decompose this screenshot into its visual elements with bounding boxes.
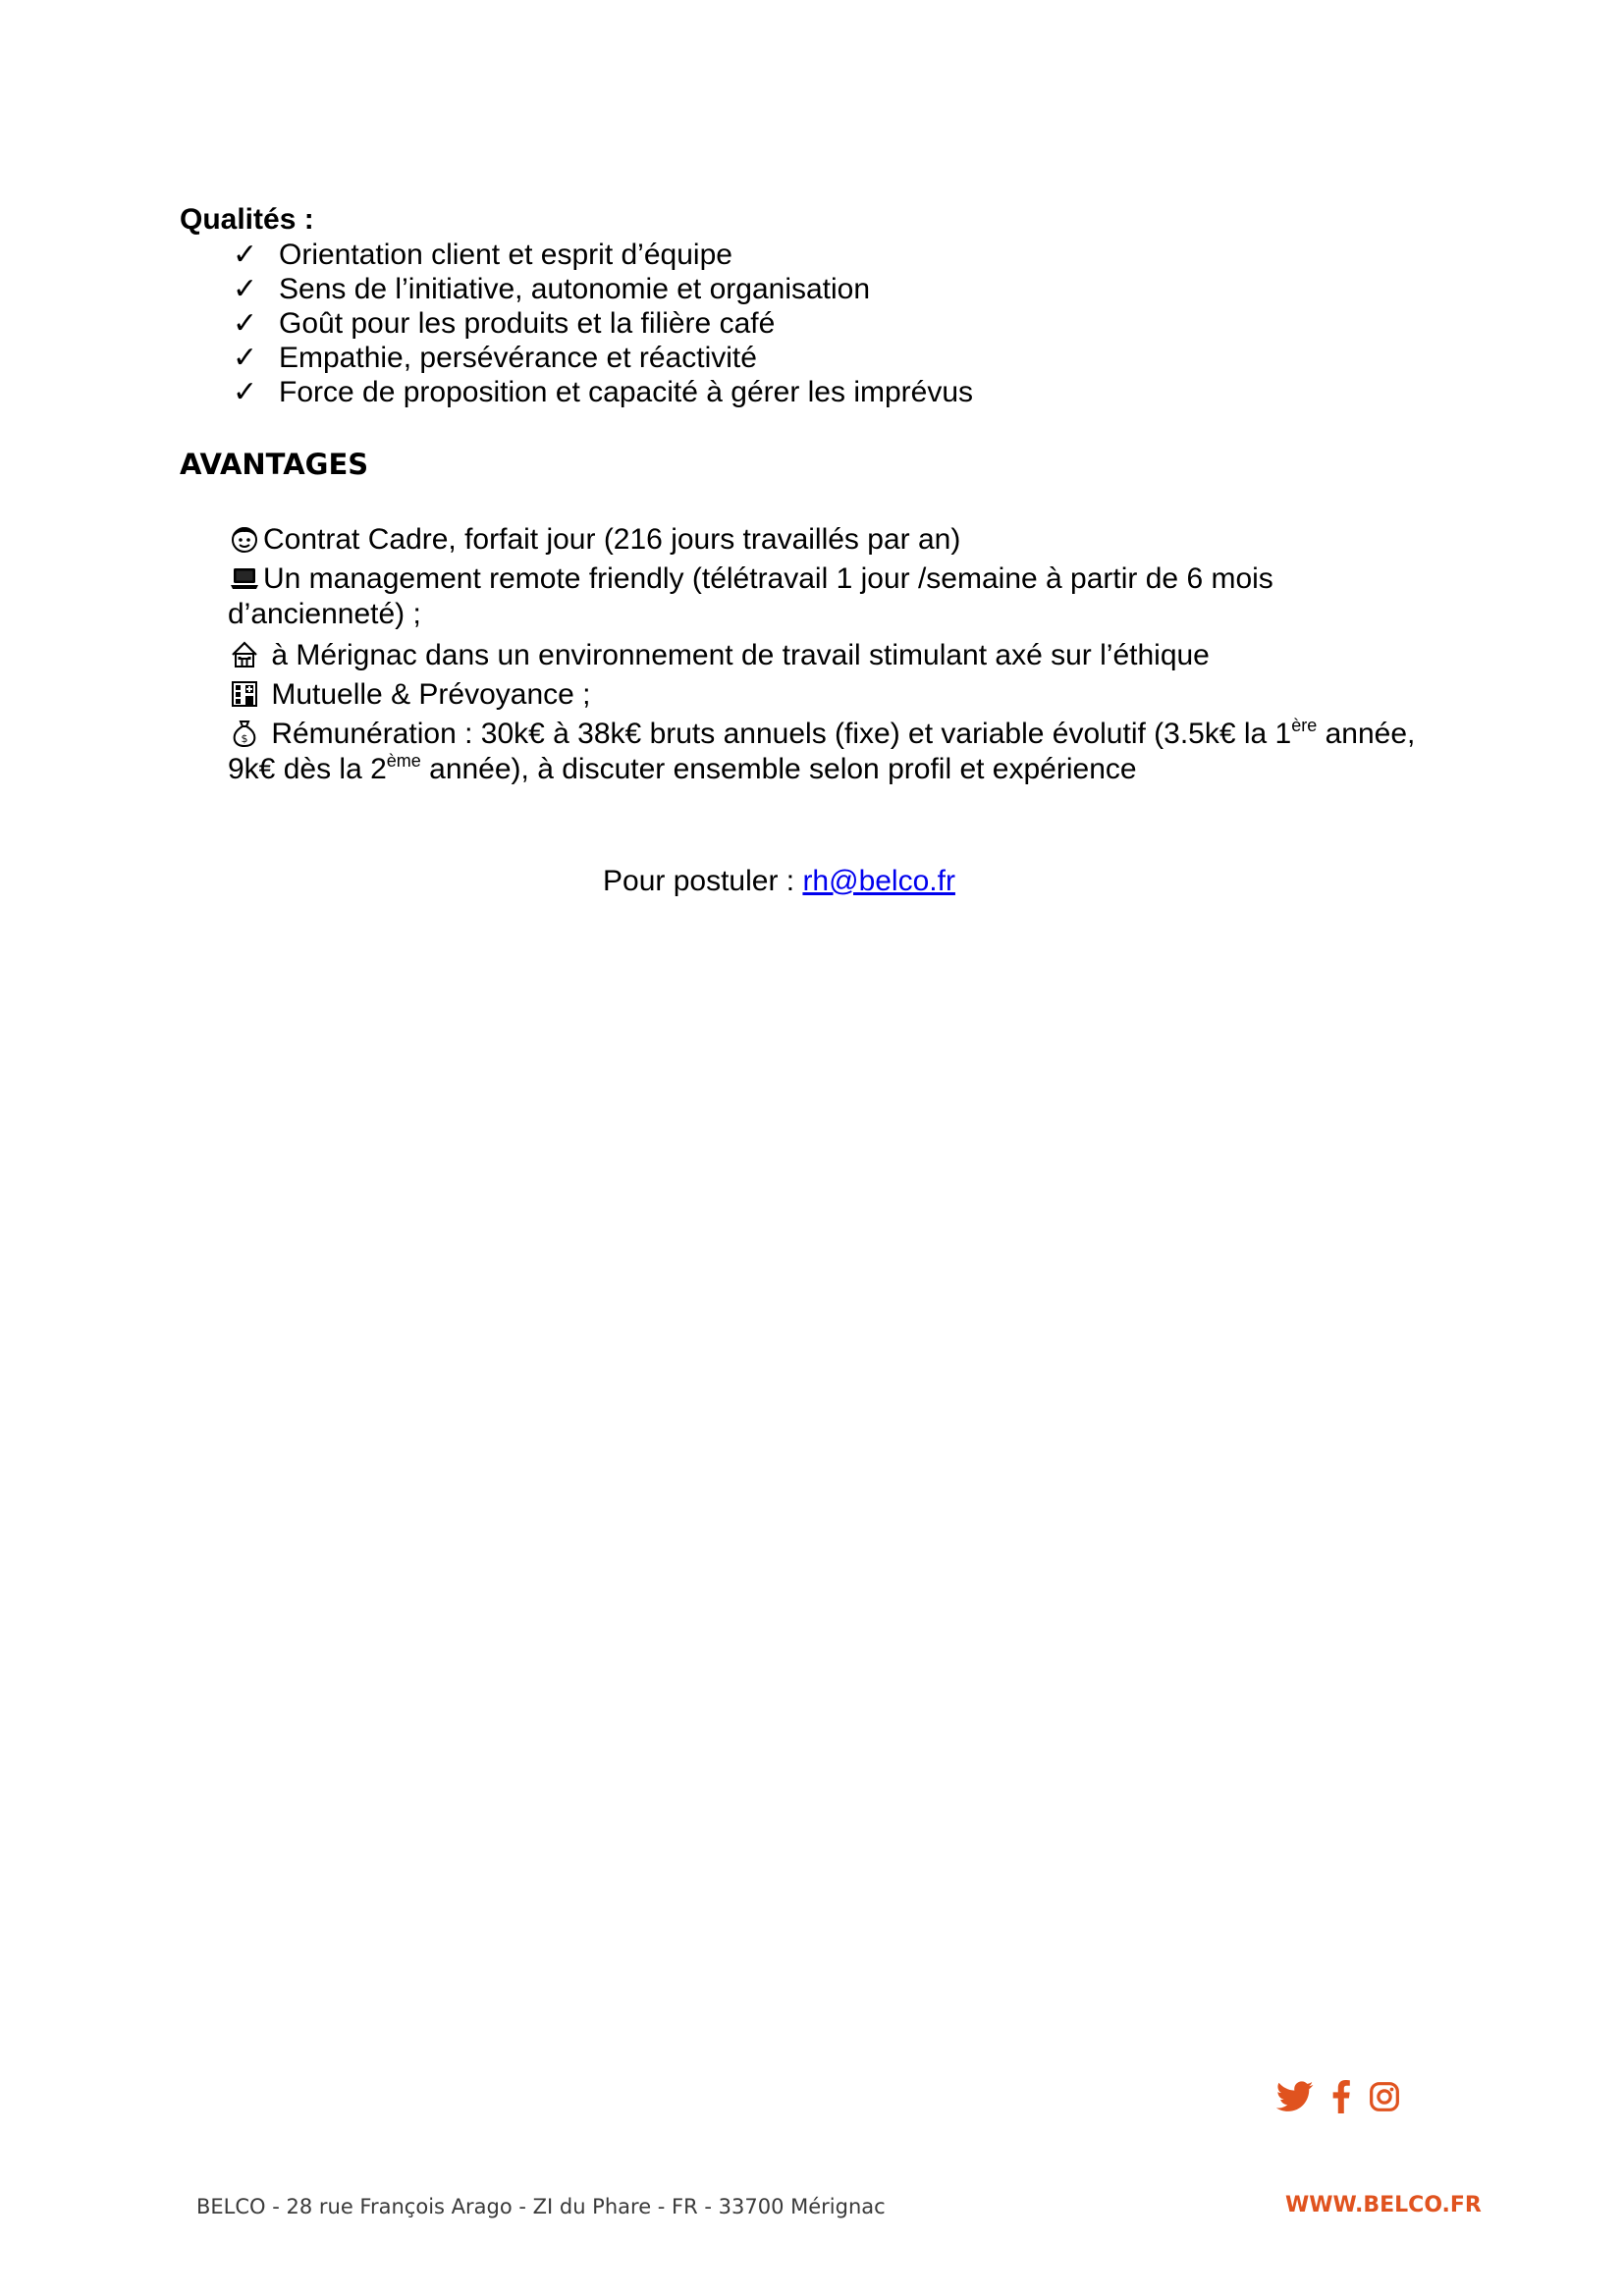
facebook-icon[interactable] [1331, 2080, 1351, 2113]
twitter-icon[interactable] [1276, 2080, 1314, 2113]
qualite-text: Empathie, persévérance et réactivité [279, 342, 757, 374]
superscript: ère [1291, 716, 1318, 735]
svg-text:$: $ [241, 732, 248, 745]
qualite-item [233, 306, 775, 342]
qualite-item [233, 272, 870, 307]
avantages-heading: AVANTAGES [180, 448, 369, 481]
checkmark-icon: ✓ [233, 342, 258, 374]
hospital-icon [230, 679, 259, 709]
qualite-item [233, 375, 973, 410]
qualite-text: Orientation client et esprit d’équipe [279, 239, 732, 271]
avantage-item-remote [230, 561, 1273, 597]
checkmark-icon: ✓ [233, 307, 258, 340]
footer-address: BELCO - 28 rue François Arago - ZI du Phare - FR - 33700 Mérignac [196, 2195, 886, 2218]
avantage-text: à Mérignac dans un environnement de travail stimulant axé sur l’éthique [263, 639, 1210, 671]
avantage-item-location [230, 638, 1210, 673]
money-bag-icon [230, 719, 259, 748]
qualite-item [233, 238, 732, 273]
face-icon [230, 524, 259, 554]
checkmark-icon: ✓ [233, 273, 258, 305]
avantage-text: Mutuelle & Prévoyance ; [263, 678, 591, 711]
social-links [1276, 2077, 1400, 2116]
house-icon [230, 640, 259, 669]
qualites-heading: Qualités : [180, 203, 314, 236]
laptop-icon [230, 563, 259, 593]
avantage-text: Contrat Cadre, forfait jour (216 jours travaillés par an) [263, 523, 961, 556]
apply-label: Pour postuler : [603, 865, 803, 897]
avantage-item-contrat [230, 522, 960, 558]
qualite-text: Goût pour les produits et la filière café [279, 307, 776, 340]
avantage-text: Un management remote friendly (télétravail 1 jour /semaine à partir de 6 mois [263, 562, 1273, 595]
footer-website-link[interactable]: WWW.BELCO.FR [1285, 2193, 1482, 2217]
superscript: ème [386, 751, 421, 771]
avantage-text: Rémunération : 30k€ à 38k€ bruts annuels (fixe) et variable évolutif (3.5k€ la 1 [263, 718, 1292, 750]
qualite-item [233, 341, 757, 376]
qualite-text: Sens de l’initiative, autonomie et organisation [279, 273, 871, 305]
checkmark-icon: ✓ [233, 239, 258, 271]
avantage-text: année, [1317, 718, 1416, 750]
avantage-item-remuneration [230, 717, 1415, 752]
apply-line [603, 864, 955, 899]
avantage-text-continued: d’ancienneté) ; [228, 598, 421, 630]
instagram-icon[interactable] [1369, 2081, 1400, 2112]
checkmark-icon: ✓ [233, 376, 258, 408]
avantage-item-mutuelle [230, 677, 591, 713]
avantage-text: année), à discuter ensemble selon profil et expérience [420, 753, 1137, 785]
avantage-text-continued [228, 752, 1137, 787]
avantage-text: 9k€ dès la 2 [228, 753, 387, 785]
apply-email-link[interactable]: rh@belco.fr [802, 865, 955, 897]
qualite-text: Force de proposition et capacité à gérer les imprévus [279, 376, 974, 408]
